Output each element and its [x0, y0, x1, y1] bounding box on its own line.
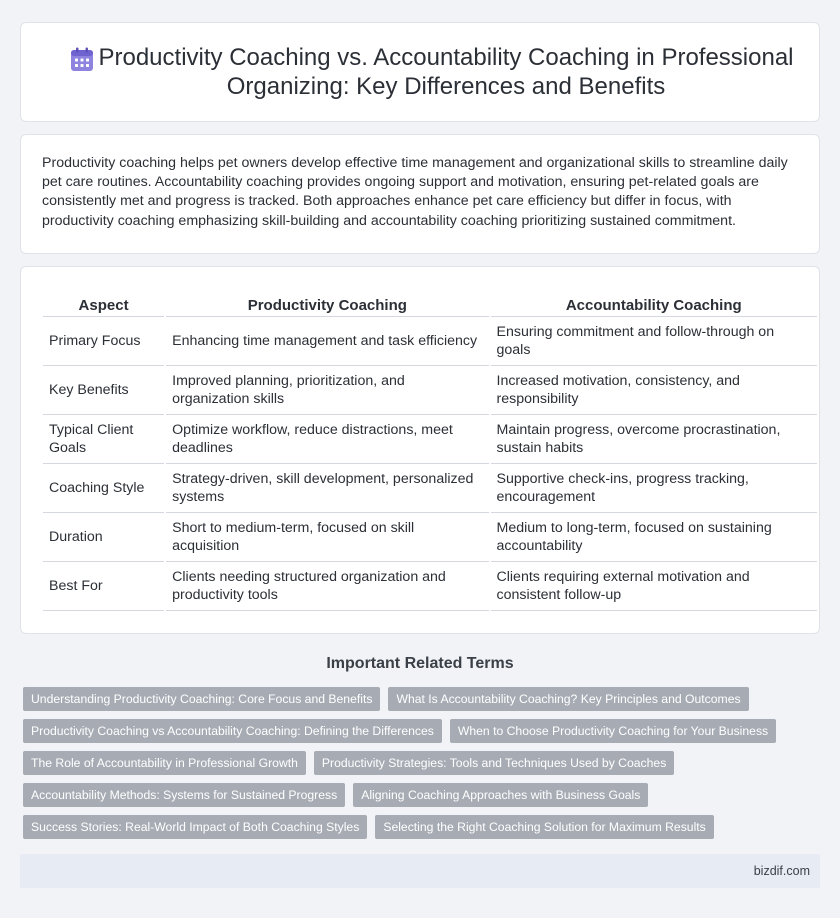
table-cell-accountability: Ensuring commitment and follow-through on goals: [491, 317, 818, 366]
footer: [20, 854, 820, 888]
related-term-link[interactable]: Success Stories: Real-World Impact of Both Coaching Styles: [23, 815, 367, 839]
comparison-table-card: [20, 266, 820, 634]
table-row: [43, 513, 817, 562]
table-cell-accountability: Medium to long-term, focused on sustaining accountability: [491, 513, 818, 562]
related-term-link[interactable]: Aligning Coaching Approaches with Business Goals: [353, 783, 648, 807]
table-cell-productivity: Short to medium-term, focused on skill acquisition: [166, 513, 488, 562]
comparison-table: [41, 295, 819, 611]
table-header-row: [43, 295, 817, 317]
table-cell-aspect: Key Benefits: [43, 366, 164, 415]
table-row: [43, 464, 817, 513]
table-cell-aspect: Best For: [43, 562, 164, 611]
table-cell-aspect: Duration: [43, 513, 164, 562]
table-cell-accountability: Increased motivation, consistency, and responsibility: [491, 366, 818, 415]
related-term-link[interactable]: Understanding Productivity Coaching: Core Focus and Benefits: [23, 687, 380, 711]
table-row: [43, 415, 817, 464]
table-cell-aspect: Typical Client Goals: [43, 415, 164, 464]
related-term-link[interactable]: What Is Accountability Coaching? Key Principles and Outcomes: [388, 687, 748, 711]
column-header-productivity: Productivity Coaching: [166, 295, 488, 317]
related-term-link[interactable]: The Role of Accountability in Professional Growth: [23, 751, 306, 775]
table-cell-accountability: Clients requiring external motivation and consistent follow-up: [491, 562, 818, 611]
related-terms-heading: Important Related Terms: [326, 655, 514, 672]
table-cell-productivity: Optimize workflow, reduce distractions, meet deadlines: [166, 415, 488, 464]
table-cell-productivity: Strategy-driven, skill development, personalized systems: [166, 464, 488, 513]
table-row: [43, 317, 817, 366]
page-title: Productivity Coaching vs. Accountability Coaching in Professional Organizing: Key Differences and Benefits: [98, 44, 794, 100]
intro-card: [20, 134, 820, 254]
table-row: [43, 366, 817, 415]
related-term-link[interactable]: When to Choose Productivity Coaching for Your Business: [450, 719, 776, 743]
related-term-link[interactable]: Productivity Coaching vs Accountability Coaching: Defining the Differences: [23, 719, 442, 743]
table-cell-productivity: Improved planning, prioritization, and organization skills: [166, 366, 488, 415]
related-term-link[interactable]: Selecting the Right Coaching Solution for Maximum Results: [375, 815, 713, 839]
table-cell-productivity: Enhancing time management and task efficiency: [166, 317, 488, 366]
table-cell-aspect: Primary Focus: [43, 317, 164, 366]
site-name[interactable]: bizdif.com: [753, 864, 810, 878]
table-cell-aspect: Coaching Style: [43, 464, 164, 513]
title-card: [20, 22, 820, 122]
related-term-link[interactable]: Productivity Strategies: Tools and Techniques Used by Coaches: [314, 751, 674, 775]
related-term-link[interactable]: Accountability Methods: Systems for Sustained Progress: [23, 783, 345, 807]
column-header-aspect: Aspect: [43, 295, 164, 317]
column-header-accountability: Accountability Coaching: [491, 295, 818, 317]
table-cell-accountability: Supportive check-ins, progress tracking, encouragement: [491, 464, 818, 513]
intro-paragraph: Productivity coaching helps pet owners develop effective time management and organizational skills to streamline daily pet care routines. Accountability coaching provides ongoing support and motivation, ensuring pet-related goals are consistently met and progress is tracked. Both approaches enhance pet care efficiency but differ in focus, with productivity coaching emphasizing skill-building and accountability coaching prioritizing sustained commitment.: [42, 155, 788, 229]
table-cell-accountability: Maintain progress, overcome procrastination, sustain habits: [491, 415, 818, 464]
table-cell-productivity: Clients needing structured organization and productivity tools: [166, 562, 488, 611]
related-terms-list: [23, 687, 823, 847]
table-row: [43, 562, 817, 611]
